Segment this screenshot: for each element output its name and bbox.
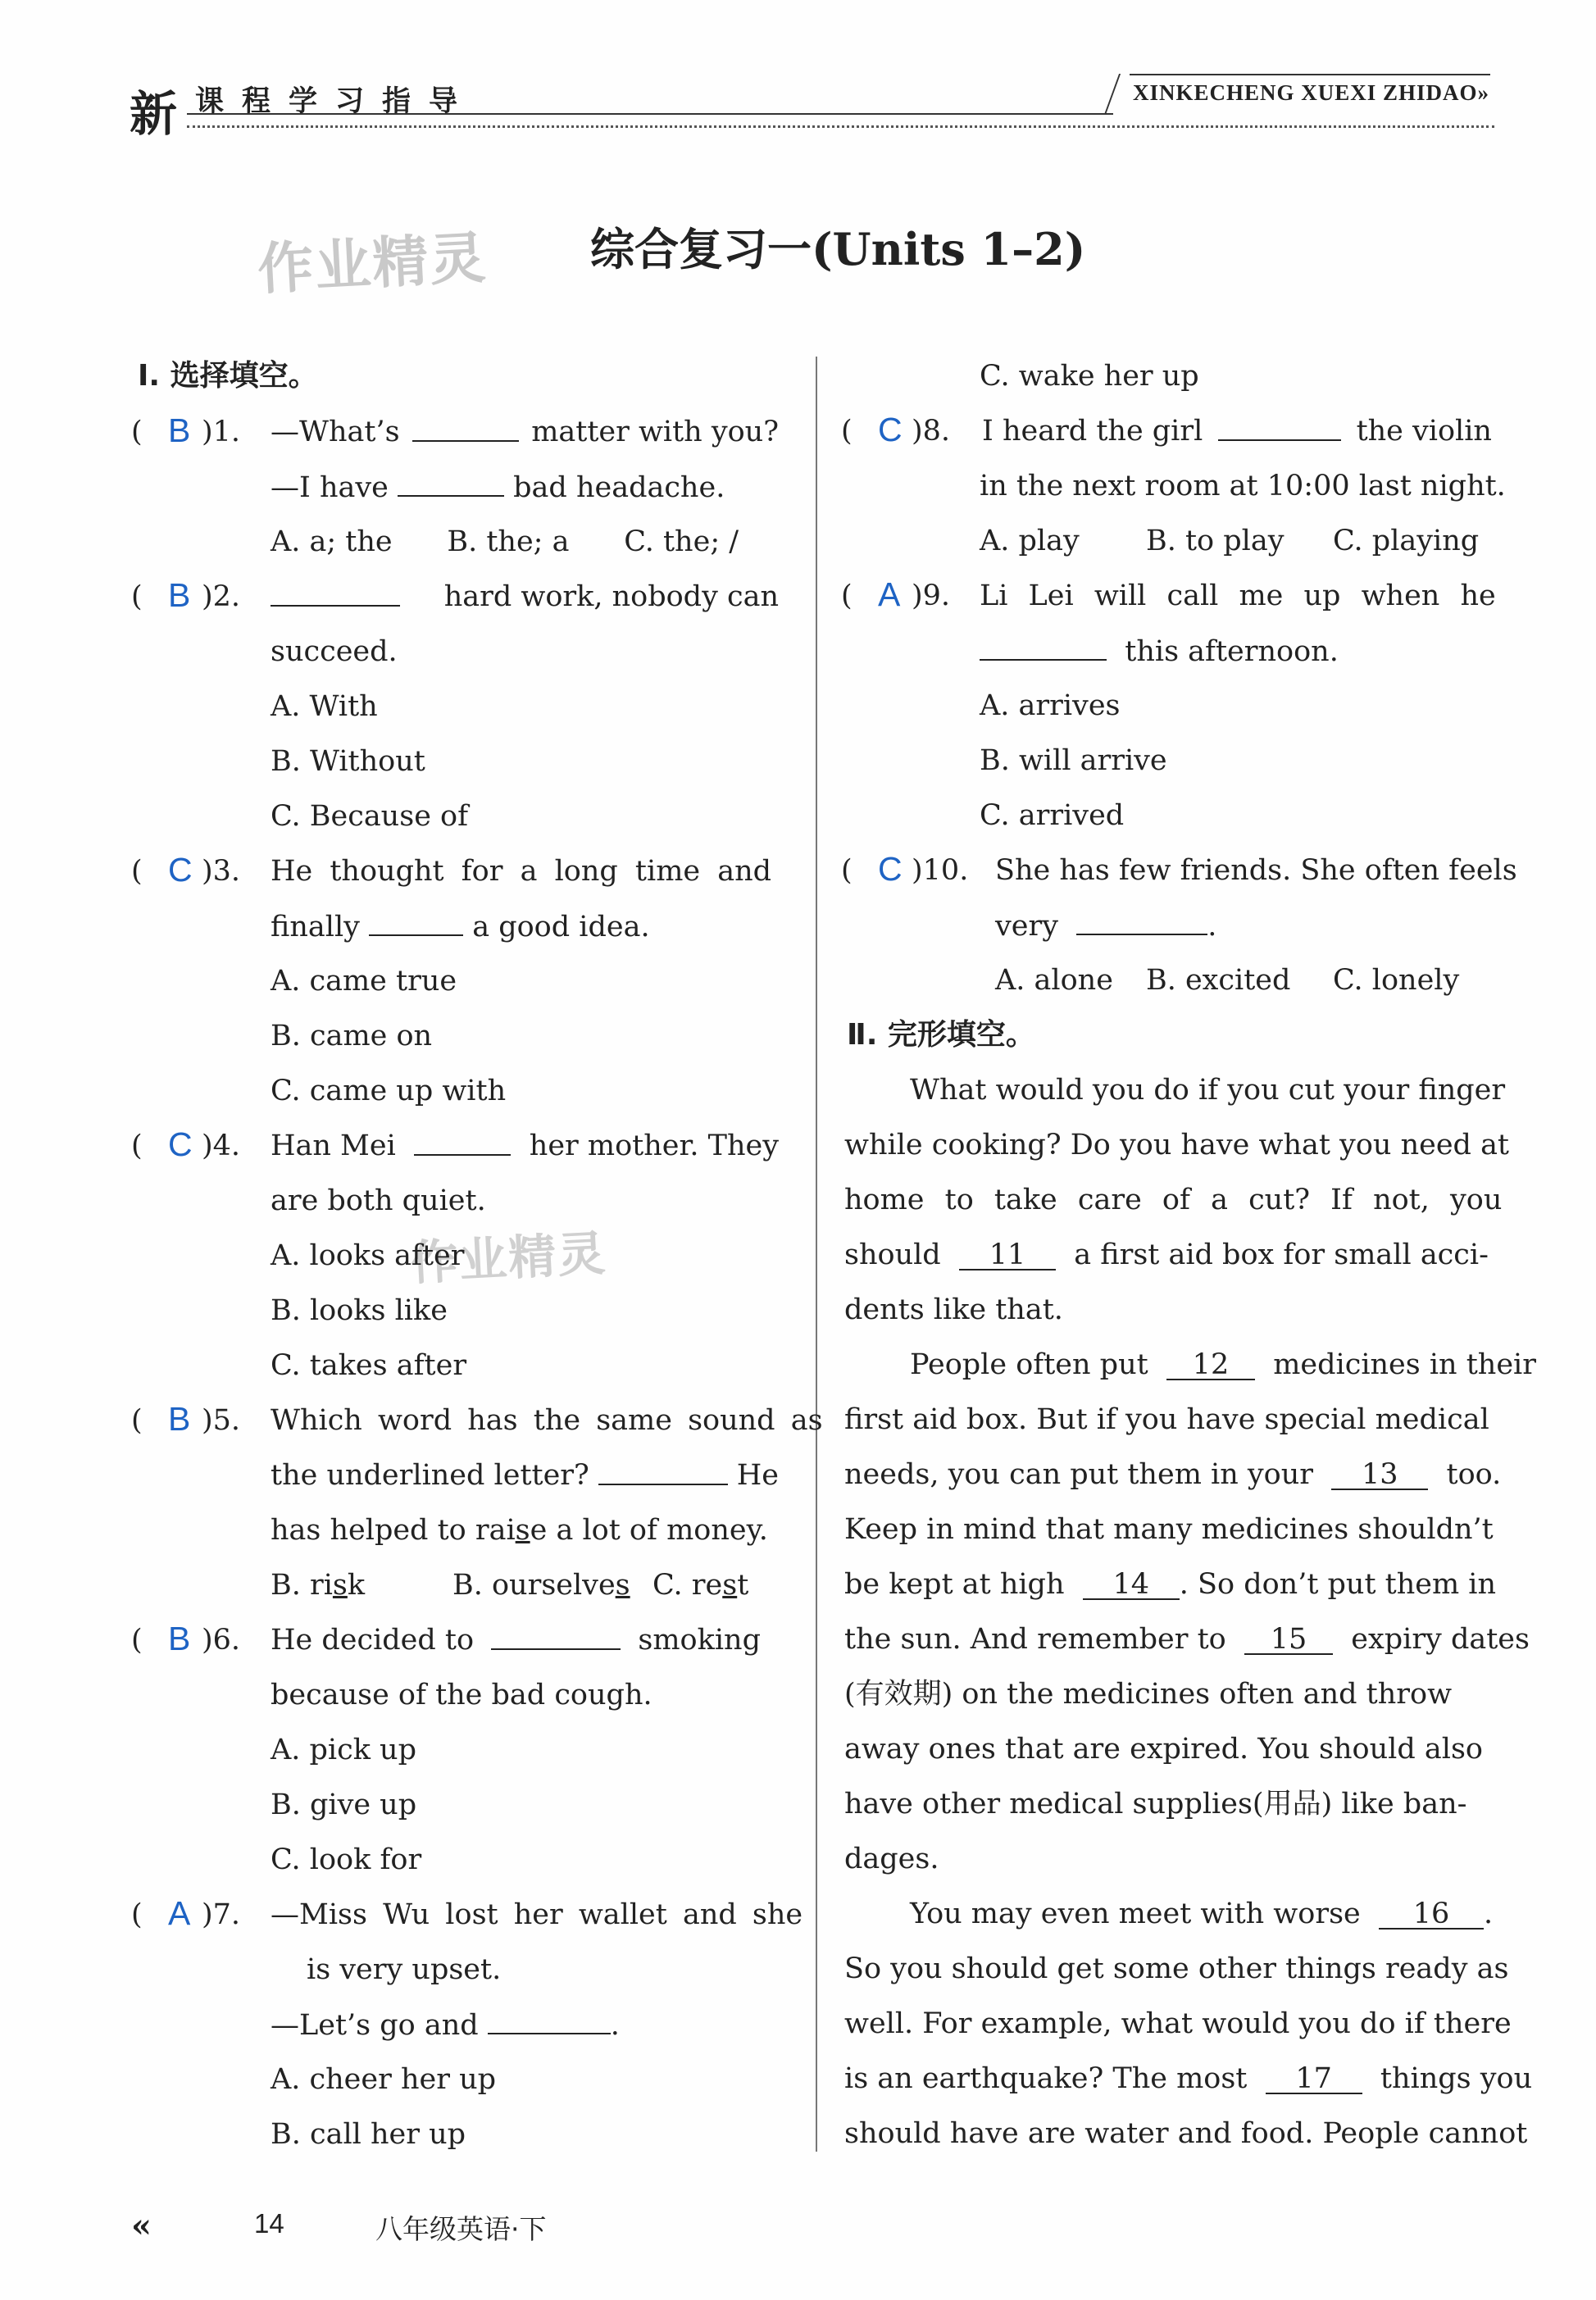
option-b: B. excited	[1146, 964, 1291, 997]
paren-open: (	[131, 1624, 143, 1657]
question-line: are both quiet.	[271, 1184, 486, 1217]
cloze-line: should have are water and food. People cannot	[844, 2117, 1528, 2150]
cloze-line: while cooking? Do you have what you need at	[844, 1129, 1509, 1161]
paren-open: (	[131, 1130, 143, 1162]
question-number: )6.	[202, 1624, 241, 1657]
option-b: B. Without	[271, 745, 425, 778]
question-line: succeed.	[271, 635, 398, 668]
question-line: —What’s matter with you?	[271, 416, 779, 448]
question-line: because of the bad cough.	[271, 1679, 652, 1711]
answer-q2: B	[168, 576, 191, 614]
section-title: Ⅱ. 完形填空。	[847, 1018, 1035, 1052]
header-slant	[1104, 74, 1121, 115]
option-c: C. look for	[271, 1843, 422, 1876]
cloze-line: What would you do if you cut your finger	[910, 1074, 1506, 1107]
option-a: B. risk	[271, 1569, 366, 1602]
cloze-line: well. For example, what would you do if there	[844, 2007, 1512, 2040]
question-line: hard work, nobody can	[271, 579, 779, 615]
header-title: 课程学习指导	[195, 85, 476, 118]
column-divider	[816, 357, 817, 2152]
question-line: Which word has the same sound as	[271, 1404, 823, 1437]
answer-q3: C	[168, 851, 193, 889]
question-line: He thought for a long time and	[271, 855, 772, 888]
question-line: finally a good idea.	[271, 908, 650, 945]
question-line: —Miss Wu lost her wallet and she	[271, 1898, 803, 1931]
question-line: —I have bad headache.	[271, 469, 725, 506]
option-b: B. call her up	[271, 2118, 466, 2151]
option-a: A. arrives	[980, 689, 1121, 722]
option-c: C. takes after	[271, 1349, 467, 1382]
option-b: B. came on	[271, 1020, 433, 1052]
question-number: )5.	[202, 1404, 241, 1437]
question-number: )1.	[202, 416, 241, 448]
cloze-line: first aid box. But if you have special medical	[844, 1403, 1489, 1436]
question-line: Han Mei her mother. They	[271, 1130, 779, 1162]
option-a: A. With	[271, 690, 378, 723]
option-a: A. play	[980, 525, 1080, 557]
cloze-line: the sun. And remember to 15 expiry dates	[844, 1623, 1530, 1656]
answer-q6: B	[168, 1620, 191, 1657]
blank-15: 15	[1244, 1625, 1333, 1655]
question-number: )10.	[912, 854, 969, 887]
header-rule	[187, 113, 1113, 115]
question-number: )8.	[912, 415, 951, 448]
question-line: the underlined letter? He	[271, 1459, 779, 1492]
option-c: C. arrived	[980, 799, 1125, 832]
option-a: A. looks after	[271, 1239, 465, 1272]
answer-q1: B	[168, 411, 191, 449]
cloze-line: So you should get some other things ready as	[844, 1952, 1509, 1985]
option-a: A. came true	[271, 965, 457, 998]
question-line: I heard the girl the violin	[982, 415, 1492, 448]
cloze-line: Keep in mind that many medicines shouldn’t	[844, 1513, 1494, 1546]
option-b: B. looks like	[271, 1294, 448, 1327]
question-number: )2.	[202, 580, 241, 613]
option-c: C. playing	[1333, 525, 1480, 557]
question-line: He decided to smoking	[271, 1624, 761, 1657]
question-number: )9.	[912, 580, 951, 612]
option-c: C. Because of	[271, 800, 469, 833]
options: A. a; the B. the; a C. the; /	[271, 525, 739, 558]
cloze-line: You may even meet with worse 16 .	[910, 1898, 1494, 1930]
option-c: C. came up with	[271, 1075, 507, 1107]
page-number: 14	[254, 2208, 284, 2239]
question-number: )3.	[202, 855, 241, 888]
blank-16: 16	[1379, 1900, 1484, 1930]
paren-open: (	[841, 580, 853, 612]
option-c: C. rest	[652, 1569, 749, 1602]
answer-q4: C	[168, 1125, 193, 1163]
question-line: She has few friends. She often feels	[995, 854, 1517, 887]
answer-q5: B	[168, 1400, 191, 1438]
header-pinyin: XINKECHENG XUEXI ZHIDAO»	[1133, 80, 1490, 105]
question-number: )4.	[202, 1130, 241, 1162]
question-line: —Let’s go and .	[271, 2007, 620, 2043]
cloze-line: away ones that are expired. You should also	[844, 1733, 1483, 1766]
answer-q8: C	[878, 411, 903, 448]
option-a: A. alone	[995, 964, 1113, 997]
paren-open: (	[841, 854, 853, 887]
blank-12: 12	[1166, 1351, 1255, 1380]
cloze-line: (有效期) on the medicines often and throw	[844, 1678, 1453, 1711]
question-line: Li Lei will call me up when he	[980, 580, 1496, 612]
paren-open: (	[131, 1898, 143, 1931]
question-line: very .	[995, 907, 1216, 944]
footer-arrow-icon: «	[131, 2207, 152, 2245]
paren-open: (	[131, 855, 143, 888]
cloze-line: needs, you can put them in your 13 too.	[844, 1458, 1502, 1491]
option-a: A. cheer her up	[271, 2063, 497, 2096]
paren-open: (	[131, 580, 143, 613]
answer-q7: A	[168, 1894, 191, 1932]
option-c: C. wake her up	[980, 360, 1199, 393]
blank-17: 17	[1266, 2065, 1362, 2094]
section-title: Ⅰ. 选择填空。	[138, 359, 318, 393]
cloze-line: have other medical supplies(用品) like ban-	[844, 1788, 1467, 1820]
option-b: B. give up	[271, 1789, 417, 1821]
option-c: C. lonely	[1333, 964, 1460, 997]
cloze-line: home to take care of a cut? If not, you	[844, 1184, 1503, 1216]
answer-q9: A	[878, 575, 901, 613]
header-rule-right	[1130, 74, 1490, 75]
header-dotted-rule	[187, 125, 1494, 128]
cloze-line: be kept at high 14 . So don’t put them in	[844, 1568, 1497, 1601]
question-number: )7.	[202, 1898, 241, 1931]
answer-q10: C	[878, 850, 903, 888]
page-title: 综合复习一(Units 1–2)	[590, 223, 1086, 275]
paren-open: (	[841, 415, 853, 448]
cloze-line: People often put 12 medicines in their	[910, 1348, 1536, 1381]
paren-open: (	[131, 1404, 143, 1437]
question-line: this afternoon.	[980, 633, 1339, 670]
book-title: 八年级英语·下	[375, 2213, 547, 2245]
option-b: B. ourselves	[452, 1569, 630, 1602]
question-line: has helped to raise a lot of money.	[271, 1514, 768, 1547]
question-line: is very upset.	[307, 1953, 502, 1986]
watermark: 作业精灵	[408, 1225, 608, 1292]
paren-open: (	[131, 416, 143, 448]
blank-14: 14	[1083, 1570, 1180, 1600]
blank-13: 13	[1331, 1461, 1428, 1490]
cloze-line: dages.	[844, 1843, 939, 1875]
cloze-line: should 11 a first aid box for small acci-	[844, 1239, 1489, 1271]
watermark: 作业精灵	[256, 225, 489, 303]
option-a: A. pick up	[271, 1734, 417, 1766]
option-b: B. will arrive	[980, 744, 1167, 777]
cloze-line: is an earthquake? The most 17 things you	[844, 2062, 1533, 2095]
header-logo: 新	[130, 86, 178, 142]
option-b: B. to play	[1146, 525, 1285, 557]
question-line: in the next room at 10:00 last night.	[980, 470, 1506, 502]
cloze-line: dents like that.	[844, 1293, 1063, 1326]
blank-11: 11	[959, 1241, 1056, 1270]
